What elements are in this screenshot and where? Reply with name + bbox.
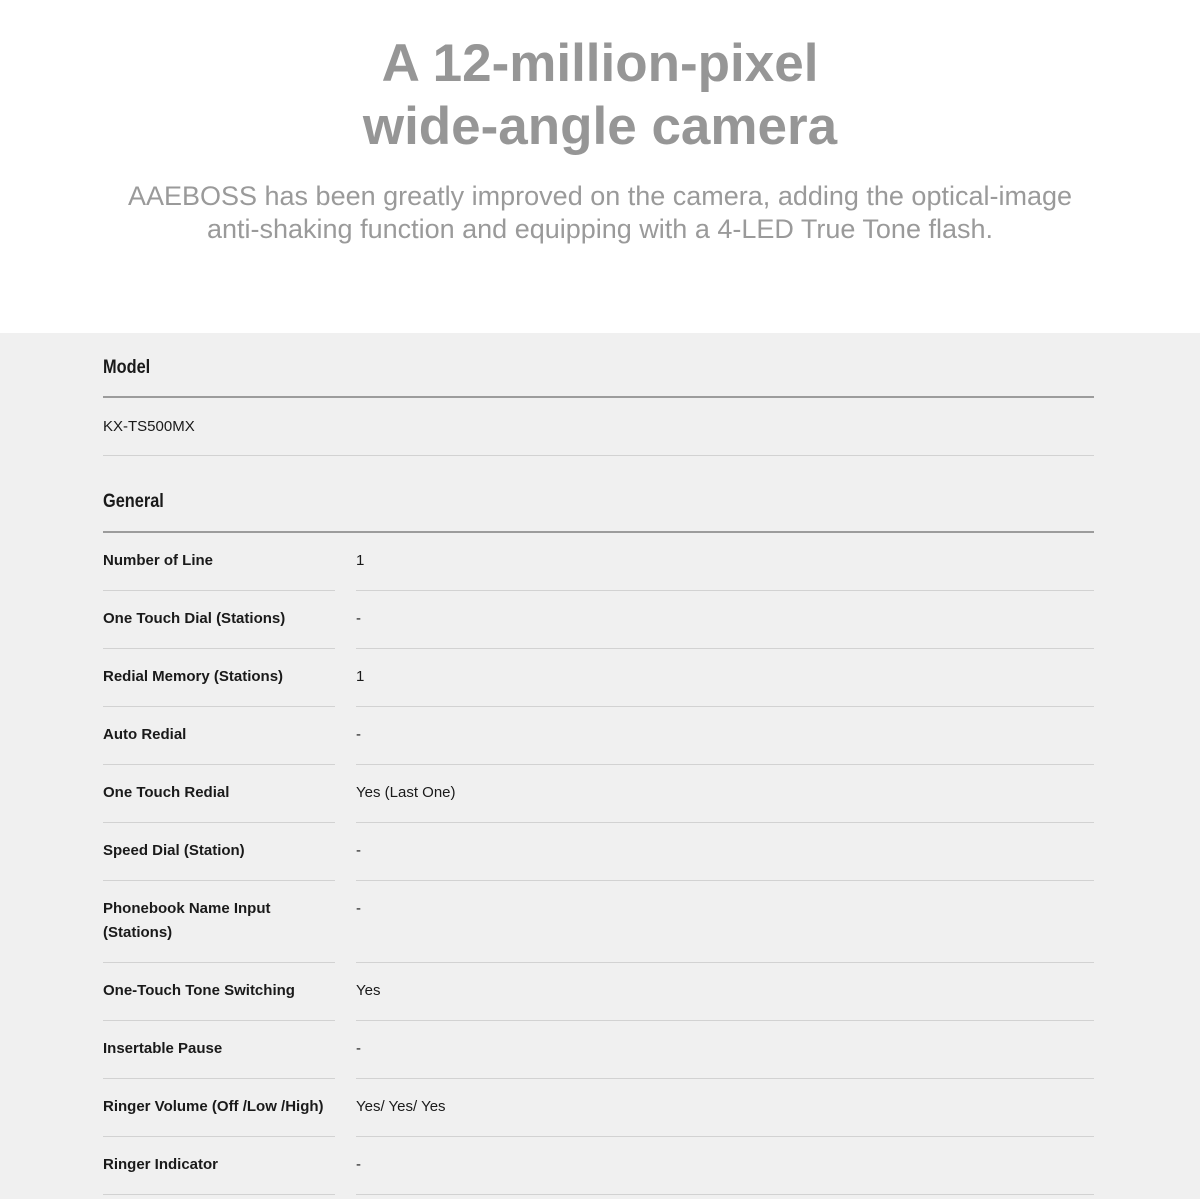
row-divider-label [103, 962, 335, 963]
row-divider-label [103, 648, 335, 649]
spec-value: Yes/ Yes/ Yes [356, 1098, 446, 1115]
spec-label: One Touch Redial [103, 784, 230, 801]
spec-label: Speed Dial (Station) [103, 842, 245, 859]
hero-description-line-1: AAEBOSS has been greatly improved on the camera, adding the optical-image [127, 181, 1073, 211]
general-heading-divider [103, 531, 1094, 533]
spec-value: - [356, 842, 361, 859]
spec-label: Redial Memory (Stations) [103, 668, 284, 685]
row-divider-label [103, 764, 335, 765]
row-divider-label [103, 1136, 335, 1137]
spec-label: Auto Redial [103, 726, 187, 743]
row-divider-value [356, 962, 1094, 963]
hero-description-line-2: anti-shaking function and equipping with a 4-LED True Tone flash. [206, 214, 993, 244]
spec-table-panel [0, 333, 1200, 1199]
spec-value: - [356, 1156, 361, 1173]
row-divider-value [356, 1020, 1094, 1021]
spec-value: 1 [356, 552, 365, 569]
spec-value: Yes [356, 982, 381, 999]
model-heading: Model [103, 357, 151, 378]
hero-description [100, 180, 1100, 246]
row-divider-value [356, 1078, 1094, 1079]
hero-section [0, 0, 1200, 333]
spec-label: One-Touch Tone Switching [103, 982, 295, 999]
row-divider-value [356, 1136, 1094, 1137]
spec-value: - [356, 1040, 361, 1057]
row-divider-label [103, 590, 335, 591]
spec-label: Ringer Indicator [103, 1156, 219, 1173]
spec-value: - [356, 726, 361, 743]
spec-label: Number of Line [103, 552, 214, 569]
hero-title-line-1: A 12-million-pixel [381, 34, 819, 93]
row-divider-value [356, 880, 1094, 881]
row-divider-label [103, 1078, 335, 1079]
hero-title-line-2: wide-angle camera [362, 97, 838, 156]
row-divider-value [356, 822, 1094, 823]
row-divider-value [356, 648, 1094, 649]
general-heading: General [103, 491, 164, 512]
spec-value: Yes (Last One) [356, 784, 456, 801]
spec-value: - [356, 610, 361, 627]
spec-value: - [356, 900, 361, 917]
hero-title [0, 32, 1200, 158]
row-divider-value [356, 1194, 1094, 1195]
row-divider-label [103, 1194, 335, 1195]
row-divider-value [356, 590, 1094, 591]
spec-value: 1 [356, 668, 365, 685]
model-divider [103, 455, 1094, 456]
model-value: KX-TS500MX [103, 418, 195, 435]
spec-label: Ringer Volume (Off /Low /High) [103, 1098, 324, 1115]
row-divider-value [356, 764, 1094, 765]
spec-label: One Touch Dial (Stations) [103, 610, 286, 627]
row-divider-label [103, 880, 335, 881]
row-divider-value [356, 706, 1094, 707]
row-divider-label [103, 706, 335, 707]
spec-label: Phonebook Name Input (Stations) [103, 900, 271, 941]
row-divider-label [103, 822, 335, 823]
spec-label: Insertable Pause [103, 1040, 223, 1057]
row-divider-label [103, 1020, 335, 1021]
model-heading-divider [103, 396, 1094, 398]
